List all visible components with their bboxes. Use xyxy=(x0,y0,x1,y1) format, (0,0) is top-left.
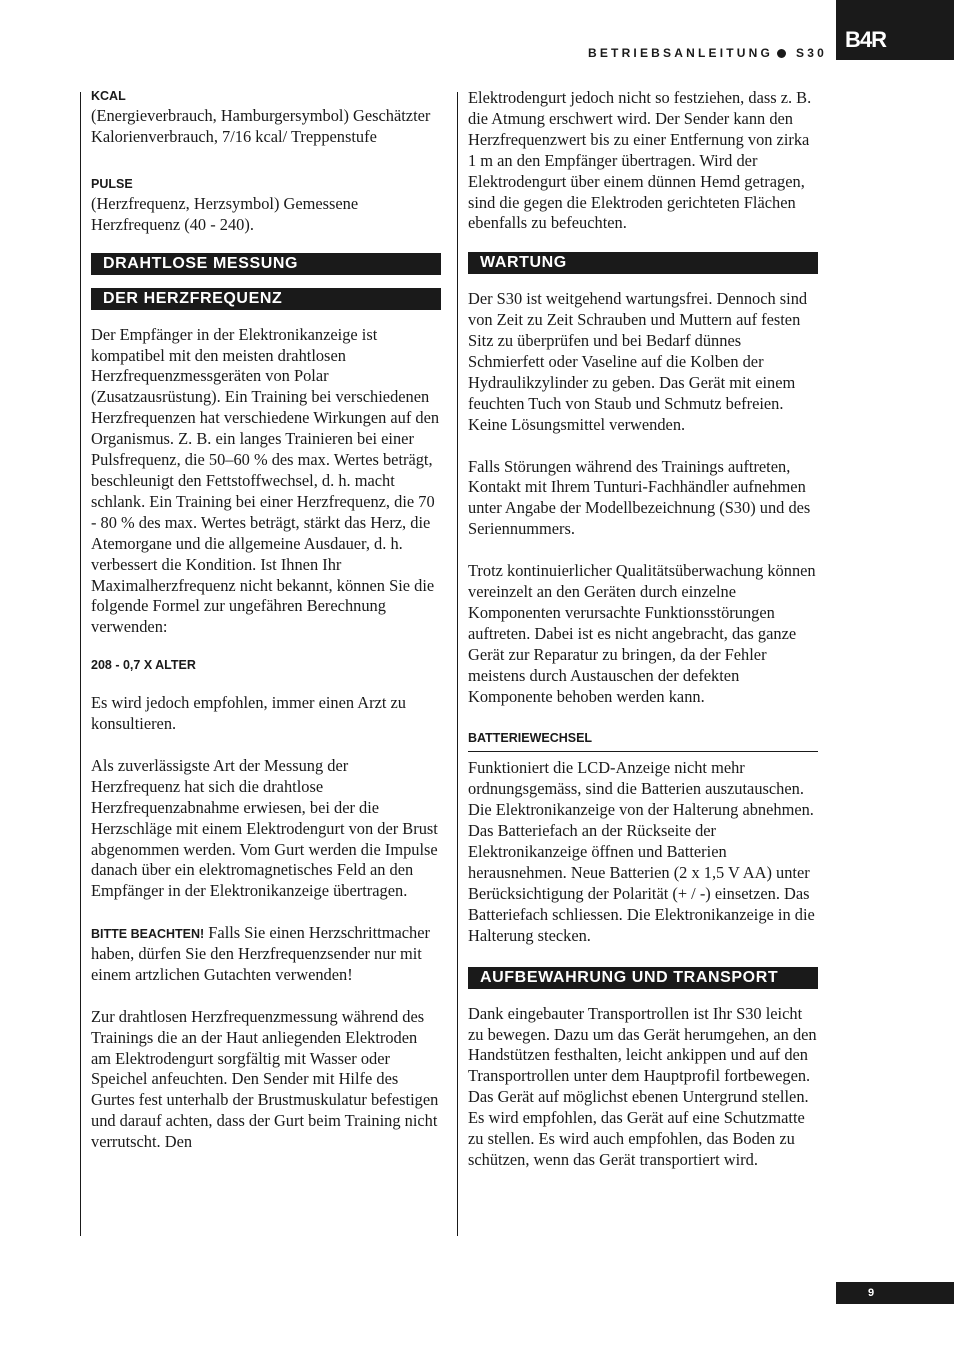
left-column-rule xyxy=(80,92,81,1236)
bullet-dot-icon xyxy=(777,49,786,58)
section-heading-heartrate: DER HERZFREQUENZ xyxy=(91,288,441,310)
paragraph-transport: Dank eingebauter Transportrollen ist Ihr S30 leicht zu bewegen. Dazu um das Gerät herumgehen, an den Handstützen festhalten, leicht ankippen und auf den Transportrollen unter dem Hauptprofil fortbewegen. Das Gerät auf möglichst ebenen Untergrund stellen. Es wird empfohlen, das Gerät auf eine Schutzmatte zu stellen. Es wird auch empfohlen, das Boden zu schützen, wenn das Gerät transportiert wird. xyxy=(468,1003,817,1169)
paragraph-battery: Funktioniert die LCD-Anzeige nicht mehr ordnungsgemäss, sind die Batterien auszutauschen. Die Elektronikanzeige von der Halterung abnehmen. Das Batteriefach an der Rückseite der Elektronikanzeige öffnen und Batterien herausnehmen. Neue Batterien (2 x 1,5 V AA) unter Berücksichtigung der Polarität (+ / -) einsetzen. Das Batteriefach schliessen. Die Elektronikanzeige in die Halterung stecken. xyxy=(468,758,815,945)
paragraph-reliable-measurement: Als zuverlässigste Art der Messung der Herzfrequenz hat sich die drahtlose Herzfrequenzabnahme erwiesen, bei der die Herzschläge mit einem Elektrodengurt von der Brust abgenommen werden. Vom Gurt werden die Impulse danach über ein elektromagnetisches Feld an den Empfänger in der Elektronikanzeige übertragen. xyxy=(91,755,438,901)
manual-title: BETRIEBSANLEITUNG xyxy=(587,46,774,60)
paragraph-quality: Trotz kontinuierlicher Qualitätsüberwachung können vereinzelt an den Geräten durch einzelne Komponenten verursachte Funktionsstörungen auftreten. Dabei ist es nicht angebracht, das ganze Gerät zur Reparatur zu bringen, da der Fehler meistens durch Austauschen der defekten Komponente behoben werden kann. xyxy=(468,561,816,706)
right-column xyxy=(468,88,818,1171)
running-header xyxy=(588,46,827,60)
paragraph-receiver: Der Empfänger in der Elektronikanzeige ist kompatibel mit den meisten drahtlosen Herzfrequenzmessgeräten von Polar (Zusatzausrüstung). Ein Training bei verschiedenen Herzfrequenzen hat verschiedene Wirkungen auf den Organismus. Z. B. ein langes Trainieren bei einer Pulsfrequenz, die 50–60 % des max. Wertes beträgt, beschleunigt den Fettstoffwechsel, d. h. macht schlank. Ein Training bei einer Herzfrequenz, die 70 - 80 % des max. Wertes beträgt, stärkt das Herz, die Atemorgane und die allgemeine Ausdauer, d. h. verbessert die Kondition. Ist Ihnen Ihr Maximalherzfrequenz nicht bekannt, können Sie die folgende Formel zur ungefähren Berechnung verwenden: xyxy=(91,324,440,637)
paragraph-doctor: Es wird jedoch empfohlen, immer einen Arzt zu konsultieren. xyxy=(91,693,406,734)
brand-logo: B4R xyxy=(845,27,887,52)
model-name: S30 xyxy=(796,46,827,60)
kcal-label: KCAL xyxy=(91,89,126,103)
battery-heading: BATTERIEWECHSEL xyxy=(468,731,818,752)
section-heading-maintenance: WARTUNG xyxy=(468,252,818,274)
paragraph-maintenance: Der S30 ist weitgehend wartungsfrei. Dennoch sind von Zeit zu Zeit Schrauben und Muttern auf festen Sitz zu überprüfen und bei Bedarf dünnes Schmierfett oder Vaseline auf die Kolben der Hydraulikzylinder zu geben. Das Gerät mit einem feuchten Tuch von Staub und Schmutz befreien. Keine Lösungsmittel verwenden. xyxy=(468,289,808,434)
section-heading-wireless: DRAHTLOSE MESSUNG xyxy=(91,253,441,275)
pulse-label: PULSE xyxy=(91,176,133,191)
middle-column-rule xyxy=(457,92,458,1236)
left-column xyxy=(91,88,441,1153)
paragraph-note xyxy=(91,923,441,986)
page-number: 9 xyxy=(867,1287,875,1299)
section-heading-storage-transport: AUFBEWAHRUNG UND TRANSPORT xyxy=(468,967,818,989)
note-text: Falls Sie einen Herzschrittmacher haben, dürfen Sie den Herzfrequenzsender nur mit einem artzlichen Gutachten verwenden! xyxy=(91,923,430,984)
kcal-description: (Energieverbrauch, Hamburgersymbol) Geschätzter Kalorienverbrauch, 7/16 kcal/ Treppenstufe xyxy=(91,106,431,146)
paragraph-malfunctions: Falls Störungen während des Trainings auftreten, Kontakt mit Ihrem Tunturi-Fachhändler aufnehmen unter Angabe der Modellbezeichnung (S30) und des Seriennummers. xyxy=(468,456,811,539)
paragraph-continuation: Elektrodengurt jedoch nicht so festziehen, dass z. B. die Atmung erschwert wird. Der Sender kann den Herzfrequenzwert bis zu einer Entfernung von zirka 1 m an den Empfänger übertragen. Wird der Elektrodengurt über einem dünnen Hemd getragen, sind die gegen die Elektroden gerichteten Flächen ebenfalls zu befeuchten. xyxy=(468,88,812,233)
pulse-description: (Herzfrequenz, Herzsymbol) Gemessene Herzfrequenz (40 - 240). xyxy=(91,193,359,234)
formula-label: 208 - 0,7 X ALTER xyxy=(91,658,196,673)
note-label: BITTE BEACHTEN! xyxy=(91,927,205,942)
paragraph-wireless-measurement: Zur drahtlosen Herzfrequenzmessung während des Trainings die an der Haut anliegenden Elektroden am Elektrodengurt sorgfältig mit Wasser oder Speichel anfeuchten. Den Sender mit Hilfe des Gurtes fest unterhalb der Brustmuskulatur befestigen und darauf achten, dass der Gurt beim Training nicht verrutscht. Den xyxy=(91,1006,439,1152)
